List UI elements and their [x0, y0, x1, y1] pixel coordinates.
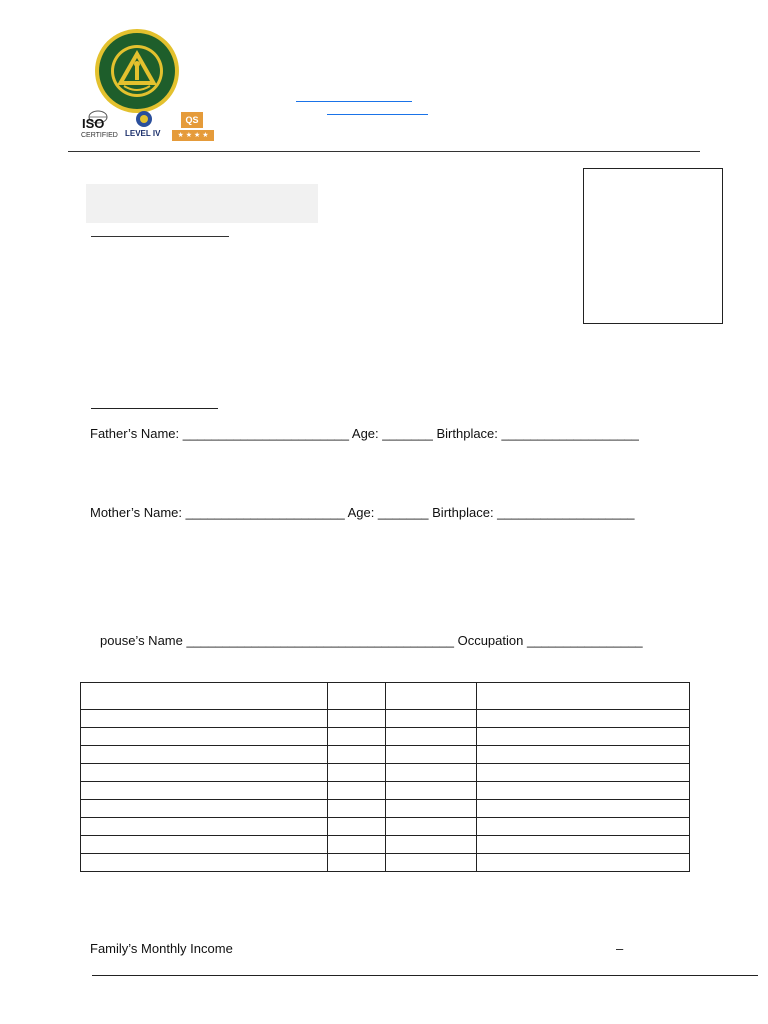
table-cell[interactable] — [81, 800, 328, 818]
table-cell[interactable] — [386, 728, 477, 746]
table-cell[interactable] — [81, 746, 328, 764]
header-link-1[interactable] — [296, 101, 412, 102]
iso-label: ISO — [82, 116, 105, 131]
table-cell[interactable] — [477, 800, 690, 818]
table-row — [81, 818, 690, 836]
spouse-info-line[interactable]: pouse’s Name _____________________________________ Occupation ________________ — [100, 633, 643, 648]
table-row — [81, 800, 690, 818]
header-link-2[interactable] — [327, 114, 428, 115]
table-cell[interactable] — [386, 683, 477, 710]
table-cell[interactable] — [386, 782, 477, 800]
table-cell[interactable] — [477, 818, 690, 836]
table-cell[interactable] — [327, 818, 386, 836]
table-cell[interactable] — [386, 746, 477, 764]
table-row — [81, 764, 690, 782]
table-cell[interactable] — [81, 710, 328, 728]
table-cell[interactable] — [477, 710, 690, 728]
table-cell[interactable] — [477, 854, 690, 872]
table-cell[interactable] — [327, 854, 386, 872]
table-row — [81, 728, 690, 746]
header-divider — [68, 151, 700, 152]
footer-divider — [92, 975, 758, 976]
table-row — [81, 710, 690, 728]
table-cell[interactable] — [327, 746, 386, 764]
table-cell[interactable] — [327, 764, 386, 782]
table-row — [81, 782, 690, 800]
table-row — [81, 746, 690, 764]
table-cell[interactable] — [477, 764, 690, 782]
level-label: LEVEL IV — [125, 129, 161, 138]
table-row — [81, 854, 690, 872]
iso-sublabel: CERTIFIED — [81, 132, 118, 139]
table-cell[interactable] — [386, 800, 477, 818]
table-cell[interactable] — [477, 836, 690, 854]
table-cell[interactable] — [386, 818, 477, 836]
father-info-line[interactable]: Father’s Name: _______________________ Age: _______ Birthplace: ___________________ — [90, 426, 639, 441]
level-emblem-icon — [134, 110, 154, 128]
table-cell[interactable] — [386, 854, 477, 872]
qs-stars-badge — [172, 112, 216, 142]
qs-label: QS — [181, 112, 203, 128]
table-cell[interactable] — [327, 728, 386, 746]
table-cell[interactable] — [327, 782, 386, 800]
table-cell[interactable] — [386, 836, 477, 854]
level-iv-badge — [122, 110, 166, 142]
table-cell[interactable] — [327, 683, 386, 710]
table-cell[interactable] — [81, 683, 328, 710]
table-cell[interactable] — [81, 764, 328, 782]
photo-placeholder — [583, 168, 723, 324]
table-cell[interactable] — [81, 854, 328, 872]
table-cell[interactable] — [386, 764, 477, 782]
table-cell[interactable] — [386, 710, 477, 728]
table-cell[interactable] — [81, 728, 328, 746]
table-cell[interactable] — [477, 728, 690, 746]
qs-stars: ★ ★ ★ ★ — [172, 130, 214, 141]
table-header-row — [81, 683, 690, 710]
form-title-box — [86, 184, 318, 223]
income-dash: – — [616, 941, 624, 956]
table-cell[interactable] — [81, 818, 328, 836]
table-row — [81, 836, 690, 854]
table-cell[interactable] — [81, 836, 328, 854]
table-cell[interactable] — [477, 746, 690, 764]
table-cell[interactable] — [477, 782, 690, 800]
table-cell[interactable] — [327, 836, 386, 854]
section-underline-1 — [91, 236, 229, 237]
table-cell[interactable] — [477, 683, 690, 710]
table-cell[interactable] — [327, 710, 386, 728]
table-cell[interactable] — [81, 782, 328, 800]
mother-info-line[interactable]: Mother’s Name: ______________________ Age: _______ Birthplace: ___________________ — [90, 505, 635, 520]
iso-certified-badge — [80, 110, 116, 142]
family-members-table — [80, 682, 690, 872]
university-seal — [94, 28, 180, 114]
section-underline-2 — [91, 408, 218, 409]
table-cell[interactable] — [327, 800, 386, 818]
monthly-income-label: Family’s Monthly Income — [90, 941, 233, 956]
